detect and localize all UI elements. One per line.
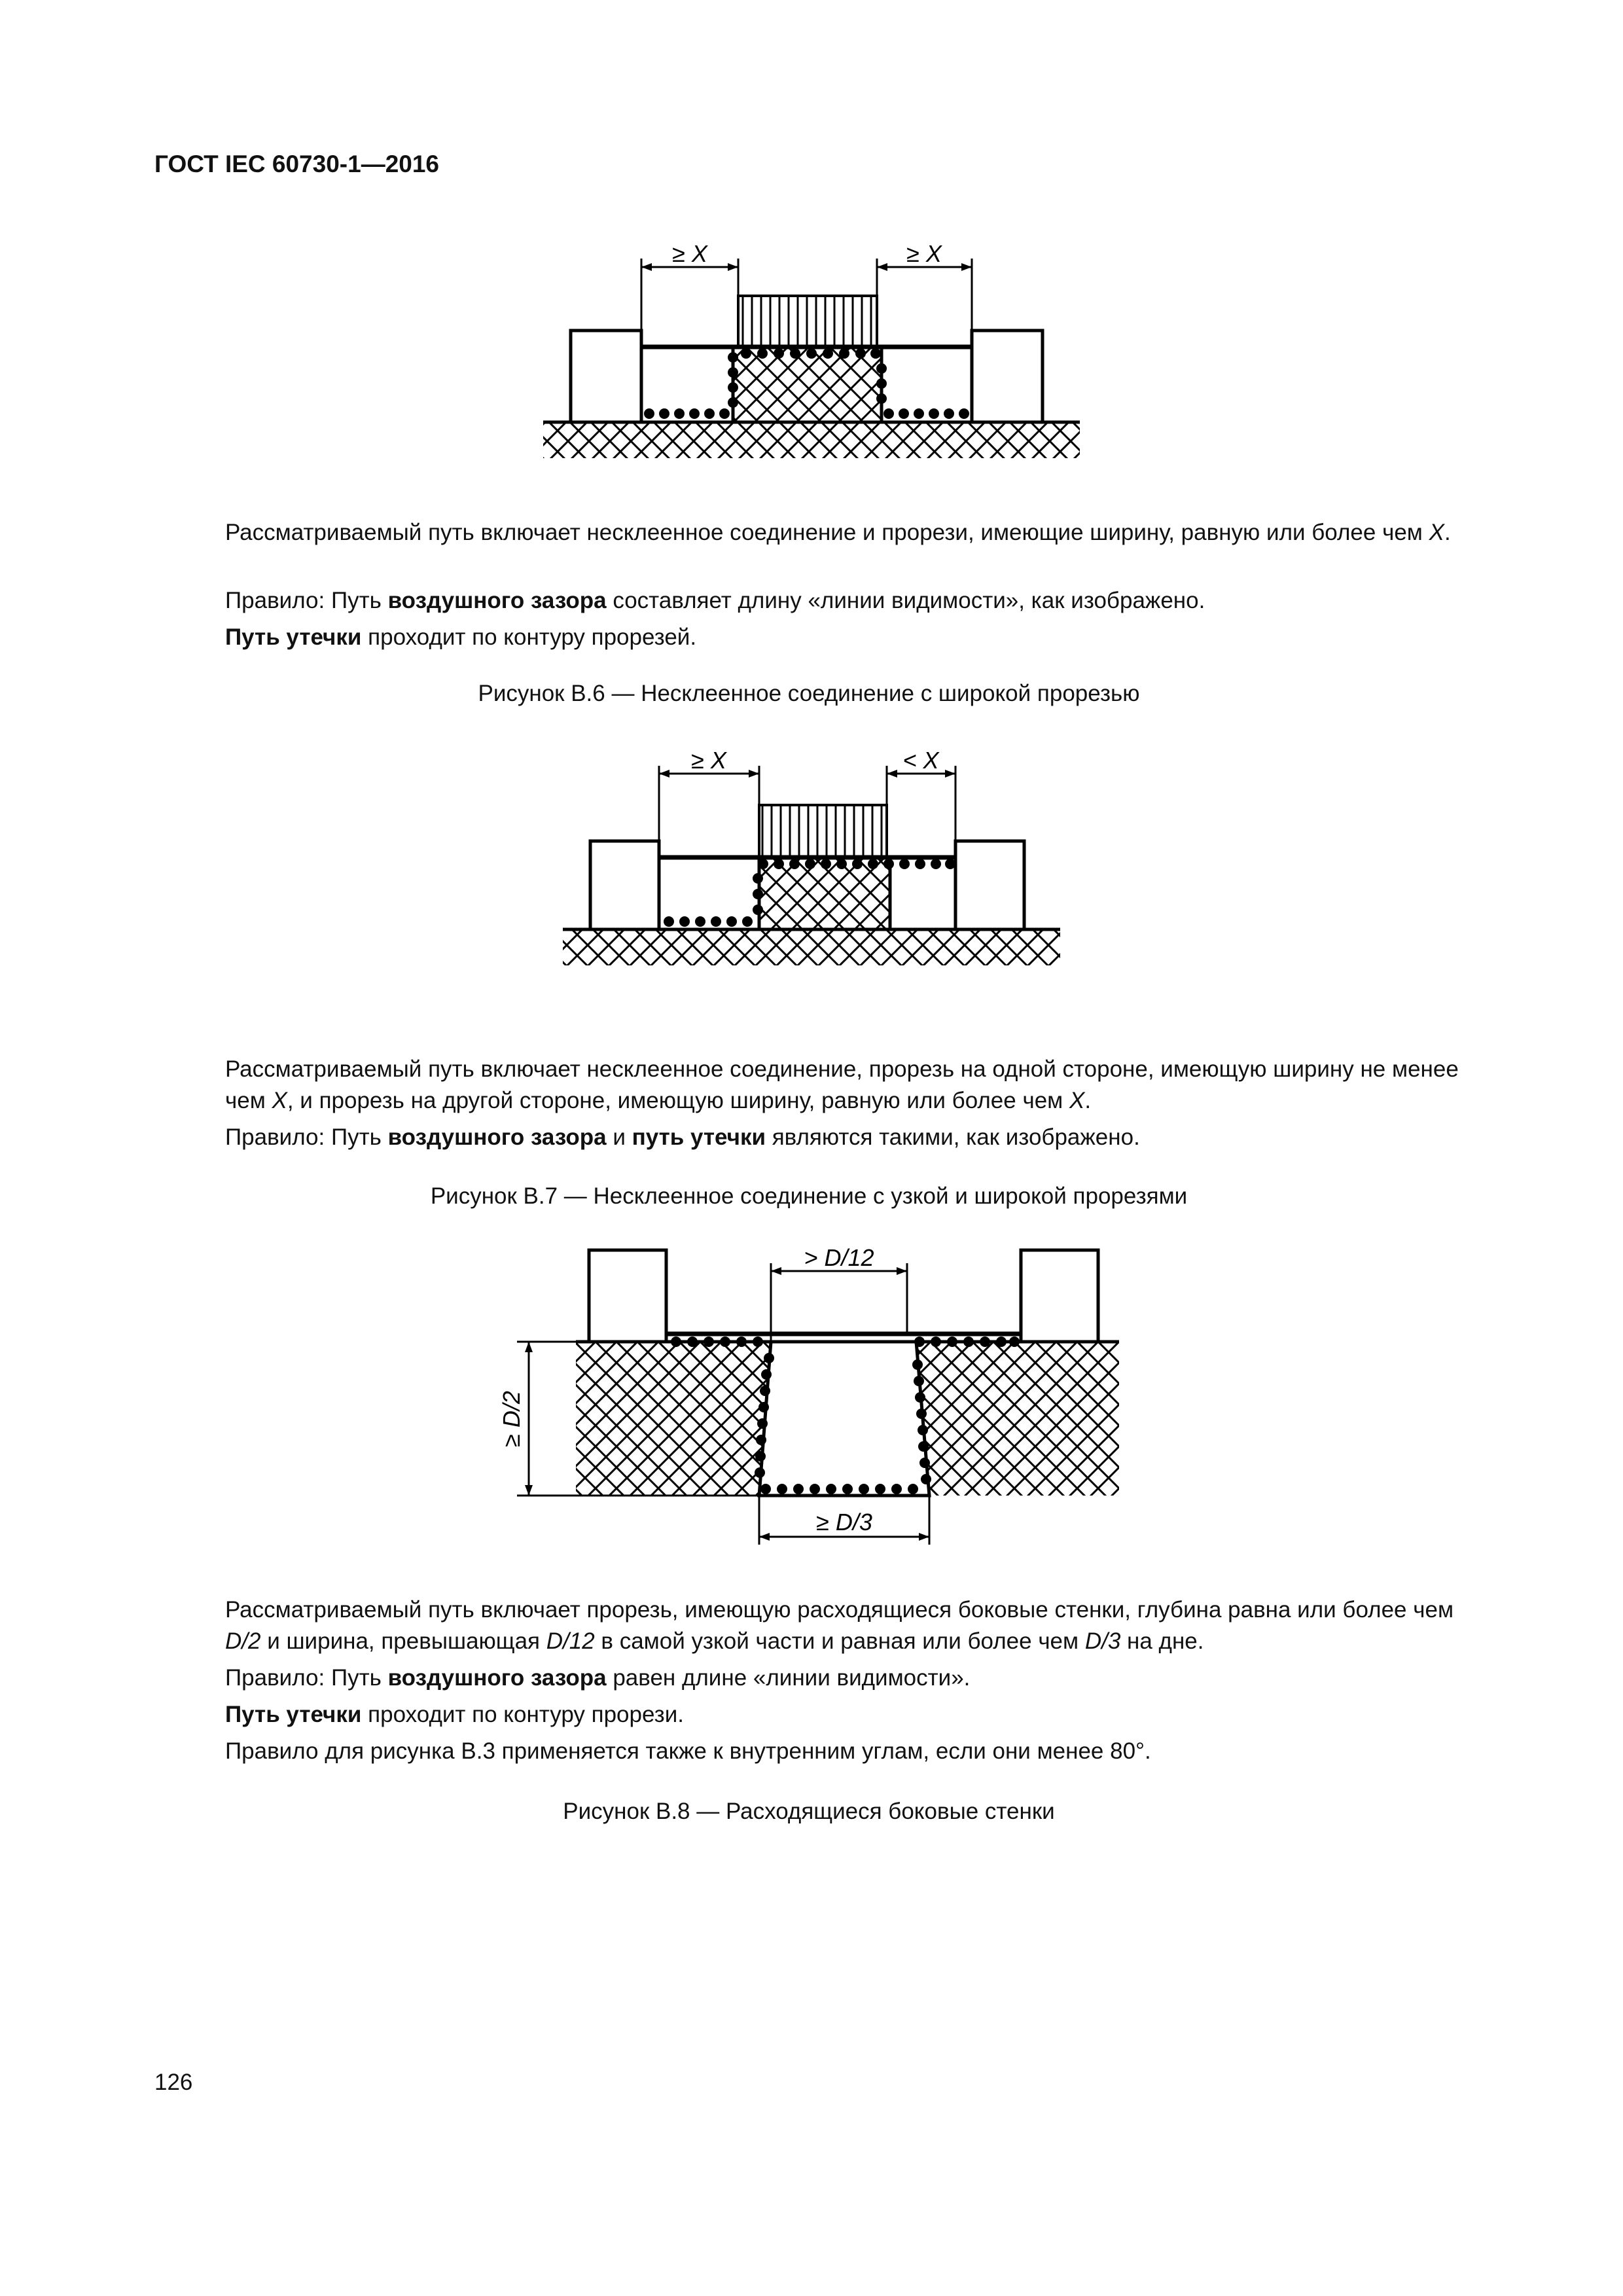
dim-left-label: ≥ X xyxy=(691,747,726,774)
figure-b6-diagram xyxy=(537,242,1093,468)
figure-b8-caption: Рисунок В.8 — Расходящиеся боковые стенки xyxy=(563,1799,1055,1824)
figure-b7-description: Рассматриваемый путь включает несклеенное соединение, прорезь на одной стороне, имеющую ширину не менее чем X, и прорезь на другой стороне, имеющую ширину, равную или более чем X. xyxy=(225,1056,1459,1113)
figure-b6-leakage: Путь утечки проходит по контуру прорезей. xyxy=(225,624,697,650)
document-header: ГОСТ IEC 60730-1—2016 xyxy=(154,151,440,177)
figure-b7-caption: Рисунок В.7 — Несклеенное соединение с узкой и широкой прорезями xyxy=(430,1183,1188,1209)
figure-b6-description: Рассматриваемый путь включает несклеенное соединение и прорези, имеющие ширину, равную или более чем X. xyxy=(225,520,1451,545)
figure-b6-rule: Правило: Путь воздушного зазора составляет длину «линии видимости», как изображено. xyxy=(225,588,1205,613)
figure-b7-rule: Правило: Путь воздушного зазора и путь утечки являются такими, как изображено. xyxy=(225,1124,1140,1150)
dim-left-label: ≥ X xyxy=(672,242,707,267)
dim-bottom-label: ≥ D/3 xyxy=(816,1509,872,1535)
dim-top-label: > D/12 xyxy=(804,1244,874,1271)
figure-b7-diagram xyxy=(556,746,1067,975)
figure-b6-caption: Рисунок В.6 — Несклеенное соединение с широкой прорезью xyxy=(478,681,1140,706)
figure-b8-rule: Правило: Путь воздушного зазора равен длине «линии видимости». xyxy=(225,1665,971,1691)
figure-b8-description: Рассматриваемый путь включает прорезь, имеющую расходящиеся боковые стенки, глубина равна или более чем D/2 и ширина, превышающая D/12 в самой узкой части и равная или более чем D/3 на дне. xyxy=(225,1597,1454,1654)
dim-right-label: < X xyxy=(902,747,939,774)
dim-right-label: ≥ X xyxy=(906,242,942,267)
figure-b8-note: Правило для рисунка В.3 применяется также к внутренним углам, если они менее 80°. xyxy=(225,1738,1151,1764)
page-number: 126 xyxy=(154,2070,193,2095)
figure-b8-leakage: Путь утечки проходит по контуру прорези. xyxy=(225,1702,685,1727)
figure-b8-diagram xyxy=(491,1237,1132,1558)
dim-side-label: ≥ D/2 xyxy=(498,1391,525,1447)
